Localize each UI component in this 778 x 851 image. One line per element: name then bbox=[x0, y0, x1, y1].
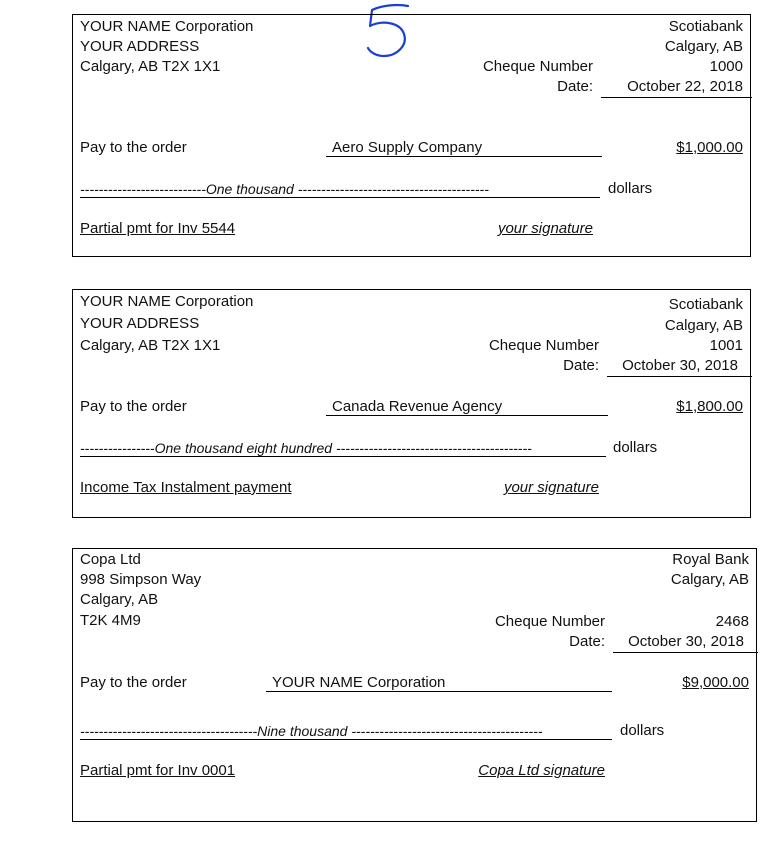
dollars-label: dollars bbox=[608, 180, 653, 197]
cheque-number-label: Cheque Number bbox=[488, 337, 599, 354]
cheque-number: 2468 bbox=[715, 613, 749, 630]
payer-postal: T2K 4M9 bbox=[80, 612, 141, 629]
payer-name: Copa Ltd bbox=[80, 551, 141, 568]
date-underline bbox=[601, 97, 752, 98]
signature: your signature bbox=[497, 220, 593, 237]
cheque-number-label: Cheque Number bbox=[494, 613, 605, 630]
memo: Partial pmt for Inv 5544 bbox=[80, 220, 236, 237]
date-label: Date: bbox=[563, 357, 599, 374]
bank-city: Calgary, AB bbox=[664, 38, 743, 55]
amount: $9,000.00 bbox=[682, 674, 749, 691]
cheque-1001 bbox=[72, 289, 751, 518]
dollars-label: dollars bbox=[620, 722, 665, 739]
dollars-label: dollars bbox=[613, 439, 658, 456]
payee-underline bbox=[326, 415, 608, 416]
date-value: October 30, 2018 bbox=[622, 357, 738, 374]
payee-name: Aero Supply Company bbox=[332, 139, 483, 156]
amount-in-words: --------------------------------------Nine thousand ----------------------------------------- bbox=[80, 723, 543, 739]
date-underline bbox=[607, 376, 752, 377]
payer-address: YOUR ADDRESS bbox=[80, 38, 200, 55]
payer-address: YOUR ADDRESS bbox=[80, 315, 200, 332]
words-underline bbox=[80, 197, 600, 198]
amount: $1,000.00 bbox=[676, 139, 743, 156]
amount-in-words: ---------------------------One thousand ----------------------------------------- bbox=[80, 181, 489, 197]
payer-city: Calgary, AB T2X 1X1 bbox=[80, 337, 221, 354]
bank-name: Royal Bank bbox=[672, 551, 749, 568]
cheque-1000 bbox=[72, 14, 751, 257]
words-underline bbox=[80, 739, 612, 740]
cheque-2468 bbox=[72, 548, 757, 822]
pay-to-label: Pay to the order bbox=[80, 139, 187, 156]
date-value: October 22, 2018 bbox=[627, 78, 743, 95]
signature: Copa Ltd signature bbox=[478, 762, 605, 779]
payer-name: YOUR NAME Corporation bbox=[80, 18, 254, 35]
cheque-number: 1001 bbox=[709, 337, 743, 354]
date-label: Date: bbox=[569, 633, 605, 650]
bank-name: Scotiabank bbox=[668, 18, 743, 35]
payer-city: Calgary, AB bbox=[80, 591, 159, 608]
date-label: Date: bbox=[557, 78, 593, 95]
amount-in-words: ----------------One thousand eight hundred ------------------------------------------ bbox=[80, 440, 532, 456]
pay-to-label: Pay to the order bbox=[80, 674, 187, 691]
payee-name: Canada Revenue Agency bbox=[332, 398, 503, 415]
payee-name: YOUR NAME Corporation bbox=[272, 674, 446, 691]
cheque-number-label: Cheque Number bbox=[482, 58, 593, 75]
payee-underline bbox=[326, 156, 602, 157]
payee-underline bbox=[266, 691, 612, 692]
signature: your signature bbox=[503, 479, 599, 496]
payer-name: YOUR NAME Corporation bbox=[80, 293, 254, 310]
date-value: October 30, 2018 bbox=[628, 633, 744, 650]
payer-city: Calgary, AB T2X 1X1 bbox=[80, 58, 221, 75]
payer-address: 998 Simpson Way bbox=[80, 571, 202, 588]
pay-to-label: Pay to the order bbox=[80, 398, 187, 415]
words-underline bbox=[80, 456, 606, 457]
bank-name: Scotiabank bbox=[668, 296, 743, 313]
bank-city: Calgary, AB bbox=[664, 317, 743, 334]
cheque-number: 1000 bbox=[709, 58, 743, 75]
amount: $1,800.00 bbox=[676, 398, 743, 415]
bank-city: Calgary, AB bbox=[670, 571, 749, 588]
memo: Income Tax Instalment payment bbox=[80, 479, 292, 496]
memo: Partial pmt for Inv 0001 bbox=[80, 762, 236, 779]
date-underline bbox=[613, 652, 758, 653]
